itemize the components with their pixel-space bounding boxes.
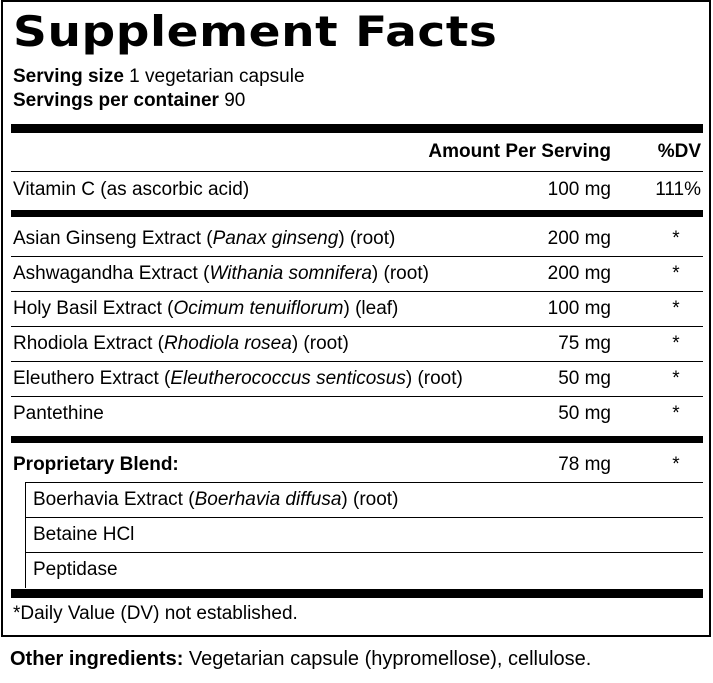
ingredient-name — [13, 257, 429, 291]
column-header-row — [13, 135, 701, 169]
ingredient-row — [13, 397, 701, 431]
ingredient-row — [13, 327, 701, 361]
ingredient-dv: * — [672, 228, 680, 249]
blend-component-row — [33, 518, 701, 552]
servings-per-container-value: 90 — [224, 90, 246, 111]
other-ingredients-label: Other ingredients: — [10, 648, 184, 670]
component-part: ) (root) — [341, 489, 399, 510]
ingredient-name-text: Asian Ginseng Extract ( — [13, 228, 213, 249]
ingredient-latin-name: Panax ginseng — [212, 228, 339, 249]
blend-amount: 78 mg — [558, 454, 611, 475]
ingredient-dv: * — [672, 263, 680, 284]
other-ingredients-value: Vegetarian capsule (hypromellose), cellulose. — [188, 648, 592, 670]
ingredient-name — [13, 362, 463, 396]
supplement-facts-panel — [1, 0, 711, 637]
ingredient-part: ) (root) — [291, 333, 349, 354]
ingredient-name — [13, 292, 398, 326]
divider-thin — [11, 171, 703, 172]
dv-header: %DV — [657, 141, 701, 162]
ingredient-name-text: Ashwagandha Extract ( — [13, 263, 210, 284]
ingredient-name — [13, 397, 104, 431]
blend-component-row — [33, 553, 701, 587]
ingredient-part: ) (leaf) — [343, 298, 399, 319]
servings-per-container-line — [13, 89, 245, 113]
servings-per-container-label: Servings per container — [13, 90, 219, 111]
ingredient-amount: 50 mg — [558, 403, 611, 424]
vitamin-name: Vitamin C (as ascorbic acid) — [13, 179, 250, 200]
component-latin-name: Boerhavia diffusa — [194, 489, 342, 510]
ingredient-dv: * — [672, 298, 680, 319]
ingredient-amount: 200 mg — [547, 228, 611, 249]
serving-size-value: 1 vegetarian capsule — [129, 66, 305, 87]
ingredient-part: ) (root) — [338, 228, 396, 249]
ingredient-row — [13, 222, 701, 256]
serving-size-line — [13, 65, 305, 89]
ingredient-row — [13, 257, 701, 291]
ingredient-name-text: Eleuthero Extract ( — [13, 368, 171, 389]
ingredient-name-text: Rhodiola Extract ( — [13, 333, 165, 354]
vitamin-amount: 100 mg — [547, 179, 611, 200]
ingredient-name-text: Holy Basil Extract ( — [13, 298, 174, 319]
ingredient-dv: * — [672, 333, 680, 354]
ingredient-amount: 50 mg — [558, 368, 611, 389]
ingredient-dv: * — [672, 368, 680, 389]
blend-name: Proprietary Blend: — [13, 454, 179, 475]
serving-size-label: Serving size — [13, 66, 124, 87]
ingredient-amount: 200 mg — [547, 263, 611, 284]
divider-thick — [11, 124, 703, 133]
component-name-text: Peptidase — [33, 559, 118, 580]
divider-thick — [11, 436, 703, 443]
amount-per-serving-header: Amount Per Serving — [428, 141, 611, 162]
component-name-text: Betaine HCl — [33, 524, 135, 545]
ingredient-latin-name: Eleutherococcus senticosus — [170, 368, 406, 389]
vitamin-row — [13, 173, 701, 207]
component-name-text: Boerhavia Extract ( — [33, 489, 195, 510]
blend-row — [13, 448, 701, 482]
ingredient-row — [13, 362, 701, 396]
blend-component-row — [33, 483, 701, 517]
blend-dv: * — [672, 454, 680, 475]
ingredient-latin-name: Rhodiola rosea — [164, 333, 292, 354]
panel-title: Supplement Facts — [13, 7, 498, 56]
ingredient-part: ) (root) — [371, 263, 429, 284]
ingredient-latin-name: Ocimum tenuiflorum — [173, 298, 344, 319]
ingredient-row — [13, 292, 701, 326]
ingredient-name-text: Pantethine — [13, 403, 104, 424]
ingredient-name — [13, 327, 349, 361]
ingredient-latin-name: Withania somnifera — [209, 263, 372, 284]
ingredient-part: ) (root) — [405, 368, 463, 389]
ingredient-amount: 75 mg — [558, 333, 611, 354]
divider-thick — [11, 210, 703, 217]
ingredient-dv: * — [672, 403, 680, 424]
ingredient-amount: 100 mg — [547, 298, 611, 319]
vitamin-dv: 111% — [655, 179, 701, 200]
footnote: *Daily Value (DV) not established. — [13, 603, 298, 624]
other-ingredients-line — [10, 646, 591, 672]
blend-indent-line — [25, 482, 26, 588]
ingredient-name — [13, 222, 395, 256]
divider-thick — [11, 589, 703, 598]
